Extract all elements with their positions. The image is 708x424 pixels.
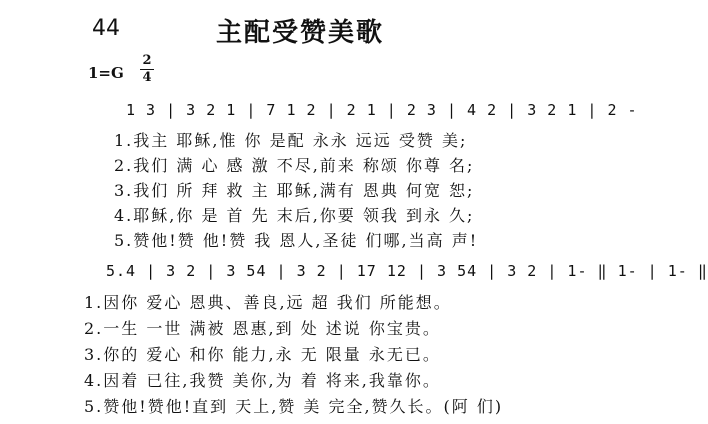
time-signature-top: 2 bbox=[142, 53, 152, 68]
lyric-line: 5.赞他!赞 他!赞 我 恩人,圣徒 们哪,当高 声! bbox=[114, 231, 479, 250]
lyric-line: 2.我们 满 心 感 激 不尽,前来 称颂 你尊 名; bbox=[114, 156, 475, 175]
time-signature-bottom: 4 bbox=[142, 70, 152, 85]
lyric-line: 4.因着 已往,我赞 美你,为 着 将来,我靠你。 bbox=[84, 371, 441, 390]
notation-line-1: 1 3 | 3 2 1 | 7 1 2 | 2 1 | 2 3 | 4 2 | 3 2 1 | 2 - bbox=[126, 101, 638, 119]
time-signature bbox=[140, 54, 154, 85]
lyric-line: 3.你的 爱心 和你 能力,永 无 限量 永无已。 bbox=[84, 345, 441, 364]
lyric-line: 4.耶稣,你 是 首 先 末后,你要 领我 到永 久; bbox=[114, 206, 475, 225]
lyric-line: 2.一生 一世 满被 恩惠,到 处 述说 你宝贵。 bbox=[84, 319, 441, 338]
song-title: 主配受赞美歌 bbox=[215, 18, 384, 48]
notation-line-2: 5.4 | 3 2 | 3 54 | 3 2 | 17 12 | 3 54 | 3 2 | 1- ‖ 1- | 1- ‖ bbox=[106, 262, 708, 280]
lyric-line: 5.赞他!赞他!直到 天上,赞 美 完全,赞久长。(阿 们) bbox=[84, 397, 504, 416]
page-number: 44 bbox=[92, 16, 120, 41]
lyric-line: 1.我主 耶稣,惟 你 是配 永永 远远 受赞 美; bbox=[114, 131, 468, 150]
key-signature: 1=G bbox=[88, 64, 124, 82]
lyric-line: 3.我们 所 拜 救 主 耶稣,满有 恩典 何宽 恕; bbox=[114, 181, 475, 200]
lyric-line: 1.因你 爱心 恩典、善良,远 超 我们 所能想。 bbox=[84, 293, 452, 312]
